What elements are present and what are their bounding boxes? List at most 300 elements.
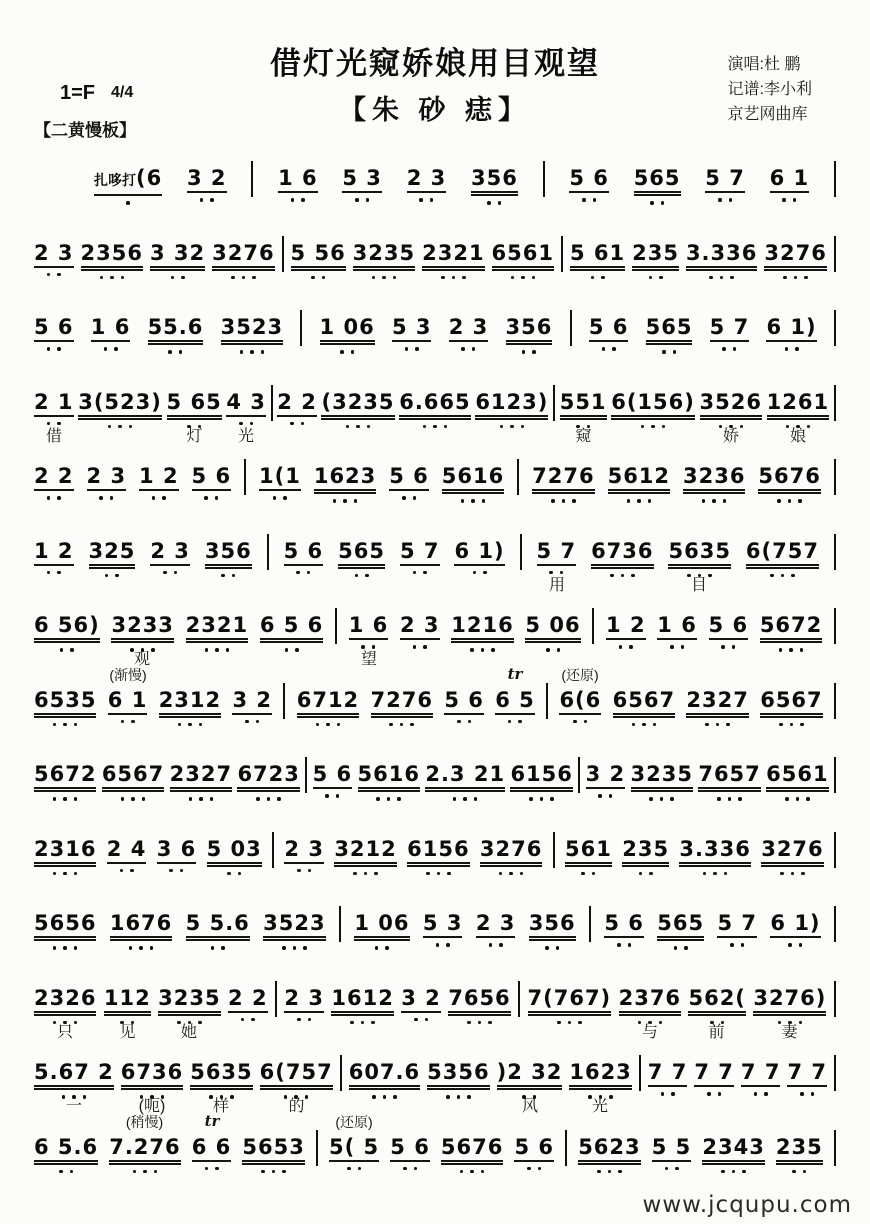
octave-dot <box>231 276 235 280</box>
beam-underline <box>158 1011 220 1013</box>
beam-underline <box>232 713 272 715</box>
note-group <box>686 241 757 280</box>
beam-underline <box>187 191 227 193</box>
octave-dots <box>707 1092 721 1096</box>
beam-underline <box>525 638 580 640</box>
octave-dots <box>104 347 118 351</box>
note-digits: 6561 <box>491 240 554 265</box>
beam-underline <box>761 862 823 864</box>
octave-dot <box>291 198 295 202</box>
octave-dot <box>423 645 427 649</box>
lyric-syllable: 用 <box>548 576 566 594</box>
octave-dots <box>649 276 663 280</box>
octave-dot <box>63 723 67 727</box>
octave-dots <box>788 943 802 947</box>
octave-dot <box>740 425 744 429</box>
octave-dot <box>617 943 621 947</box>
note-group <box>634 166 681 205</box>
octave-dot <box>215 496 219 500</box>
lyric-syllable: 一 <box>65 1098 83 1115</box>
note-digits: 6 6 <box>191 1134 232 1159</box>
octave-dots <box>800 1092 814 1096</box>
beam-underline <box>389 489 429 491</box>
note-digits: 5 3 <box>422 911 463 935</box>
beam-underline <box>34 489 74 491</box>
octave-dot <box>632 723 636 727</box>
octave-dot <box>242 276 246 280</box>
note-group <box>354 911 409 950</box>
note-group <box>148 315 204 354</box>
beam-underline <box>321 415 394 417</box>
note-group <box>192 1135 232 1171</box>
notes-row <box>34 762 836 801</box>
octave-dot <box>457 1095 461 1099</box>
octave-dot <box>150 946 154 950</box>
octave-dot <box>114 347 118 351</box>
note-digits: 5 6 <box>283 538 324 563</box>
note-group <box>107 837 147 873</box>
beam-underline <box>342 191 382 193</box>
beam-underline <box>354 936 409 938</box>
octave-dot <box>627 499 631 503</box>
octave-dot <box>290 422 294 426</box>
beam-underline <box>109 1160 180 1162</box>
octave-dot <box>277 797 281 801</box>
note-group <box>34 315 74 351</box>
octave-dot <box>226 648 230 652</box>
octave-dot <box>481 1170 485 1174</box>
beam-underline <box>34 1085 114 1087</box>
beam-underline <box>497 1085 563 1087</box>
beam-underline <box>770 191 810 193</box>
note-group <box>679 837 750 876</box>
octave-dot <box>413 645 417 649</box>
note-group <box>81 241 143 280</box>
octave-dots <box>347 1167 361 1171</box>
beam-underline <box>278 191 318 193</box>
octave-dot <box>721 645 725 649</box>
note-group <box>34 837 96 876</box>
note-group <box>400 539 440 575</box>
beam-underline <box>78 415 162 417</box>
note-digits: 3526 <box>699 389 762 414</box>
octave-dot <box>473 571 477 575</box>
octave-dots <box>441 276 466 280</box>
octave-dot <box>582 198 586 202</box>
note-digits: 6156 <box>510 762 573 786</box>
barline <box>267 534 269 570</box>
octave-dots <box>204 496 218 500</box>
octave-dot <box>121 276 125 280</box>
beam-underline <box>34 936 96 938</box>
note-group <box>766 315 816 351</box>
beam-underline <box>349 638 389 640</box>
note-group <box>608 464 670 503</box>
barline <box>272 832 274 868</box>
note-digits: 561 <box>565 836 612 861</box>
note-digits: 1676 <box>109 911 173 935</box>
note-group <box>451 613 513 652</box>
note-group <box>329 1135 379 1171</box>
note-digits: 5 06 <box>525 613 581 637</box>
octave-dot <box>346 425 350 429</box>
octave-dot <box>791 574 795 578</box>
note-group <box>766 762 828 801</box>
beam-underline <box>688 1011 745 1013</box>
octave-dots <box>470 648 495 652</box>
note-group <box>510 762 572 801</box>
barline <box>639 1055 641 1091</box>
note-digits: 6736 <box>591 538 654 563</box>
notes-row <box>34 837 836 876</box>
octave-dot <box>637 499 641 503</box>
trill-mark: tr <box>204 1111 220 1130</box>
octave-dots <box>291 198 305 202</box>
octave-dot <box>653 723 657 727</box>
lyric-syllable: 目 <box>690 576 708 594</box>
octave-dot <box>499 872 503 876</box>
octave-dot <box>311 276 315 280</box>
octave-dots <box>99 496 113 500</box>
octave-dot <box>215 1167 219 1171</box>
note-group <box>371 688 433 727</box>
octave-dot <box>436 943 440 947</box>
octave-dots <box>340 350 354 354</box>
note-digits: 6 5.6 <box>34 1134 99 1159</box>
beam-underline <box>764 266 826 268</box>
octave-dot <box>121 720 125 724</box>
octave-dot <box>508 720 512 724</box>
note-digits: 5623 <box>578 1134 641 1159</box>
barline <box>834 757 836 793</box>
notes-row <box>34 464 836 503</box>
octave-dot <box>529 797 533 801</box>
note-digits: 5 6 <box>444 687 484 712</box>
note-group <box>591 539 653 578</box>
lyric-syllable: 光 <box>237 427 255 445</box>
note-digits: 7657 <box>698 762 761 786</box>
beam-underline <box>449 340 489 342</box>
octave-dot <box>118 425 122 429</box>
octave-dots <box>754 1092 768 1096</box>
octave-dots <box>582 198 596 202</box>
beam-underline <box>111 638 173 640</box>
barline <box>578 757 580 793</box>
octave-dots <box>467 1021 492 1025</box>
note-group <box>657 613 697 649</box>
note-digits: 3 2 <box>186 166 227 190</box>
beam-underline <box>448 1011 510 1013</box>
octave-dots <box>581 872 595 876</box>
notes-row <box>34 911 836 950</box>
note-group <box>34 390 74 426</box>
beam-underline <box>608 489 670 491</box>
barline <box>520 534 522 570</box>
note-group <box>34 613 100 652</box>
note-group <box>284 539 324 575</box>
note-digits: 4 3 <box>226 389 266 414</box>
octave-dot <box>333 499 337 503</box>
octave-dot <box>803 1170 807 1174</box>
barline <box>834 236 836 272</box>
note-group <box>259 464 301 500</box>
octave-dot <box>419 198 423 202</box>
octave-dots <box>546 648 560 652</box>
beam-underline <box>34 340 74 342</box>
octave-dot <box>673 350 677 354</box>
note-group <box>205 539 252 578</box>
note-digits: 2 3 <box>448 315 489 339</box>
beam-underline <box>559 713 601 715</box>
beam-underline <box>284 564 324 566</box>
lyric-syllable: 借 <box>45 427 63 445</box>
octave-dot <box>232 574 236 578</box>
octave-dot <box>650 201 654 205</box>
beam-underline <box>400 564 440 566</box>
website-url: www.jcqupu.com <box>642 1192 852 1218</box>
octave-dot <box>70 648 74 652</box>
note-group <box>611 390 695 429</box>
barline <box>834 608 836 644</box>
octave-dots <box>473 571 487 575</box>
octave-dots <box>511 276 536 280</box>
note-group <box>139 464 179 500</box>
barline <box>589 906 591 942</box>
octave-dot <box>353 872 357 876</box>
octave-dot <box>509 872 513 876</box>
note-group <box>187 166 227 202</box>
octave-dot <box>483 571 487 575</box>
note-digits: 3 2 <box>585 762 626 786</box>
octave-dot <box>452 276 456 280</box>
barline <box>543 161 545 197</box>
octave-dots <box>372 276 397 280</box>
octave-dot <box>777 499 781 503</box>
note-group <box>91 315 131 351</box>
octave-dot <box>261 1170 265 1174</box>
beam-underline <box>710 340 750 342</box>
octave-dots <box>413 645 427 649</box>
note-digits: 2326 <box>34 985 97 1010</box>
octave-dot <box>131 797 135 801</box>
octave-dots <box>649 797 674 801</box>
octave-dot <box>702 499 706 503</box>
octave-dot <box>629 645 633 649</box>
octave-dots <box>273 496 287 500</box>
octave-dot <box>716 723 720 727</box>
note-digits: 5676 <box>758 464 821 488</box>
octave-dot <box>326 723 330 727</box>
octave-dot <box>631 574 635 578</box>
note-group <box>314 464 376 503</box>
note-group <box>260 613 323 652</box>
barline <box>592 608 594 644</box>
octave-dot <box>779 648 783 652</box>
barline <box>834 832 836 868</box>
barline <box>275 981 277 1017</box>
beam-underline <box>314 489 376 491</box>
octave-dots <box>632 723 657 727</box>
beam-underline <box>622 862 669 864</box>
octave-dot <box>57 273 61 277</box>
beam-underline <box>506 340 553 342</box>
octave-dot <box>283 496 287 500</box>
octave-dot <box>307 571 311 575</box>
note-digits: 3276 <box>479 836 543 861</box>
octave-dot <box>684 946 688 950</box>
beam-underline <box>698 787 760 789</box>
octave-dots <box>168 350 182 354</box>
note-digits: 2312 <box>158 687 222 712</box>
octave-dot <box>83 1095 87 1099</box>
note-digits: 3.336 <box>685 240 758 265</box>
octave-dot <box>551 499 555 503</box>
note-group <box>392 315 432 351</box>
octave-dot <box>738 797 742 801</box>
note-digits: 562( <box>688 985 746 1010</box>
beam-underline <box>578 1160 640 1162</box>
octave-dot <box>520 872 524 876</box>
octave-dot <box>447 872 451 876</box>
octave-dots <box>522 350 536 354</box>
octave-dot <box>322 276 326 280</box>
note-digits: 55.6 <box>147 315 204 339</box>
note-group <box>159 688 221 727</box>
beam-underline <box>683 489 745 491</box>
octave-dot <box>461 499 465 503</box>
note-digits: 7656 <box>448 985 511 1010</box>
beam-underline <box>425 787 505 789</box>
octave-dot <box>252 276 256 280</box>
octave-dot <box>316 723 320 727</box>
note-digits: 2 3 <box>475 911 516 935</box>
note-group <box>338 539 385 578</box>
octave-dot <box>793 198 797 202</box>
octave-dots <box>702 499 727 503</box>
octave-dot <box>142 797 146 801</box>
octave-dots <box>355 574 369 578</box>
note-group <box>207 837 262 876</box>
octave-dots <box>129 946 154 950</box>
octave-dot <box>256 797 260 801</box>
octave-dots <box>316 723 341 727</box>
octave-dot <box>790 723 794 727</box>
note-digits: 2 2 <box>34 464 74 488</box>
beam-underline <box>514 1160 554 1162</box>
octave-dots <box>405 347 419 351</box>
octave-dot <box>532 276 536 280</box>
note-digits: 356 <box>528 911 576 935</box>
octave-dots <box>779 648 804 652</box>
note-digits: 3.336 <box>679 836 751 861</box>
beam-underline <box>226 415 266 417</box>
octave-dots <box>639 872 653 876</box>
note-group <box>449 315 489 351</box>
octave-dot <box>162 496 166 500</box>
octave-dot <box>295 648 299 652</box>
octave-dots <box>403 1167 417 1171</box>
note-digits: 112 <box>103 985 151 1010</box>
note-group <box>278 166 318 202</box>
note-digits: 5 6 <box>389 464 429 488</box>
note-digits: 5 6 <box>569 166 609 190</box>
octave-dot <box>63 946 67 950</box>
beam-underline <box>423 936 463 938</box>
beam-underline <box>221 340 283 342</box>
octave-dots <box>777 499 802 503</box>
octave-dot <box>354 499 358 503</box>
beam-underline <box>717 936 757 938</box>
octave-dots <box>245 720 259 724</box>
octave-dot <box>414 1167 418 1171</box>
octave-dots <box>453 797 478 801</box>
note-group <box>604 911 644 947</box>
octave-dot <box>181 276 185 280</box>
octave-dot <box>205 648 209 652</box>
octave-dot <box>126 201 130 205</box>
note-digits: 3523 <box>220 315 284 339</box>
note-group <box>108 688 148 724</box>
octave-dot <box>641 425 645 429</box>
note-digits: 5612 <box>607 464 671 488</box>
note-digits: 5 6 <box>312 762 353 786</box>
note-digits: 607.6 <box>348 1060 421 1084</box>
octave-dots <box>508 720 522 724</box>
note-group <box>471 166 518 205</box>
beam-underline <box>390 1160 430 1162</box>
beam-underline <box>560 415 607 417</box>
note-digits: 6567 <box>612 687 676 712</box>
note-group <box>423 911 463 947</box>
octave-dots <box>169 869 183 873</box>
note-digits: 6123) <box>475 389 549 414</box>
octave-dots <box>296 571 310 575</box>
octave-dots <box>414 1018 428 1022</box>
octave-dot <box>74 872 78 876</box>
octave-dot <box>437 872 441 876</box>
note-group <box>228 986 268 1022</box>
octave-dots <box>619 645 633 649</box>
note-digits: 6567 <box>760 687 823 712</box>
note-digits: 6 5 6 <box>259 613 324 637</box>
beam-underline <box>758 489 820 491</box>
beam-underline <box>260 1085 333 1087</box>
beam-underline <box>139 489 179 491</box>
note-group <box>425 762 505 801</box>
octave-dot <box>597 1170 601 1174</box>
octave-dots <box>436 943 450 947</box>
octave-dots <box>120 869 134 873</box>
octave-dots <box>200 198 214 202</box>
beam-underline <box>760 638 822 640</box>
octave-dots <box>705 723 730 727</box>
note-group <box>34 241 74 277</box>
beam-underline <box>263 936 325 938</box>
notes-row <box>34 166 836 205</box>
octave-dot <box>361 1021 365 1025</box>
beam-underline <box>686 266 757 268</box>
lyric-syllable: 样 <box>212 1098 230 1115</box>
octave-dot <box>806 797 810 801</box>
octave-dots <box>353 872 378 876</box>
octave-dot <box>366 198 370 202</box>
octave-dot <box>180 869 184 873</box>
note-group <box>427 1060 489 1099</box>
barline <box>251 161 253 197</box>
note-digits: 6(757 <box>259 1060 333 1084</box>
beam-underline <box>529 936 576 938</box>
music-line <box>34 966 836 1041</box>
